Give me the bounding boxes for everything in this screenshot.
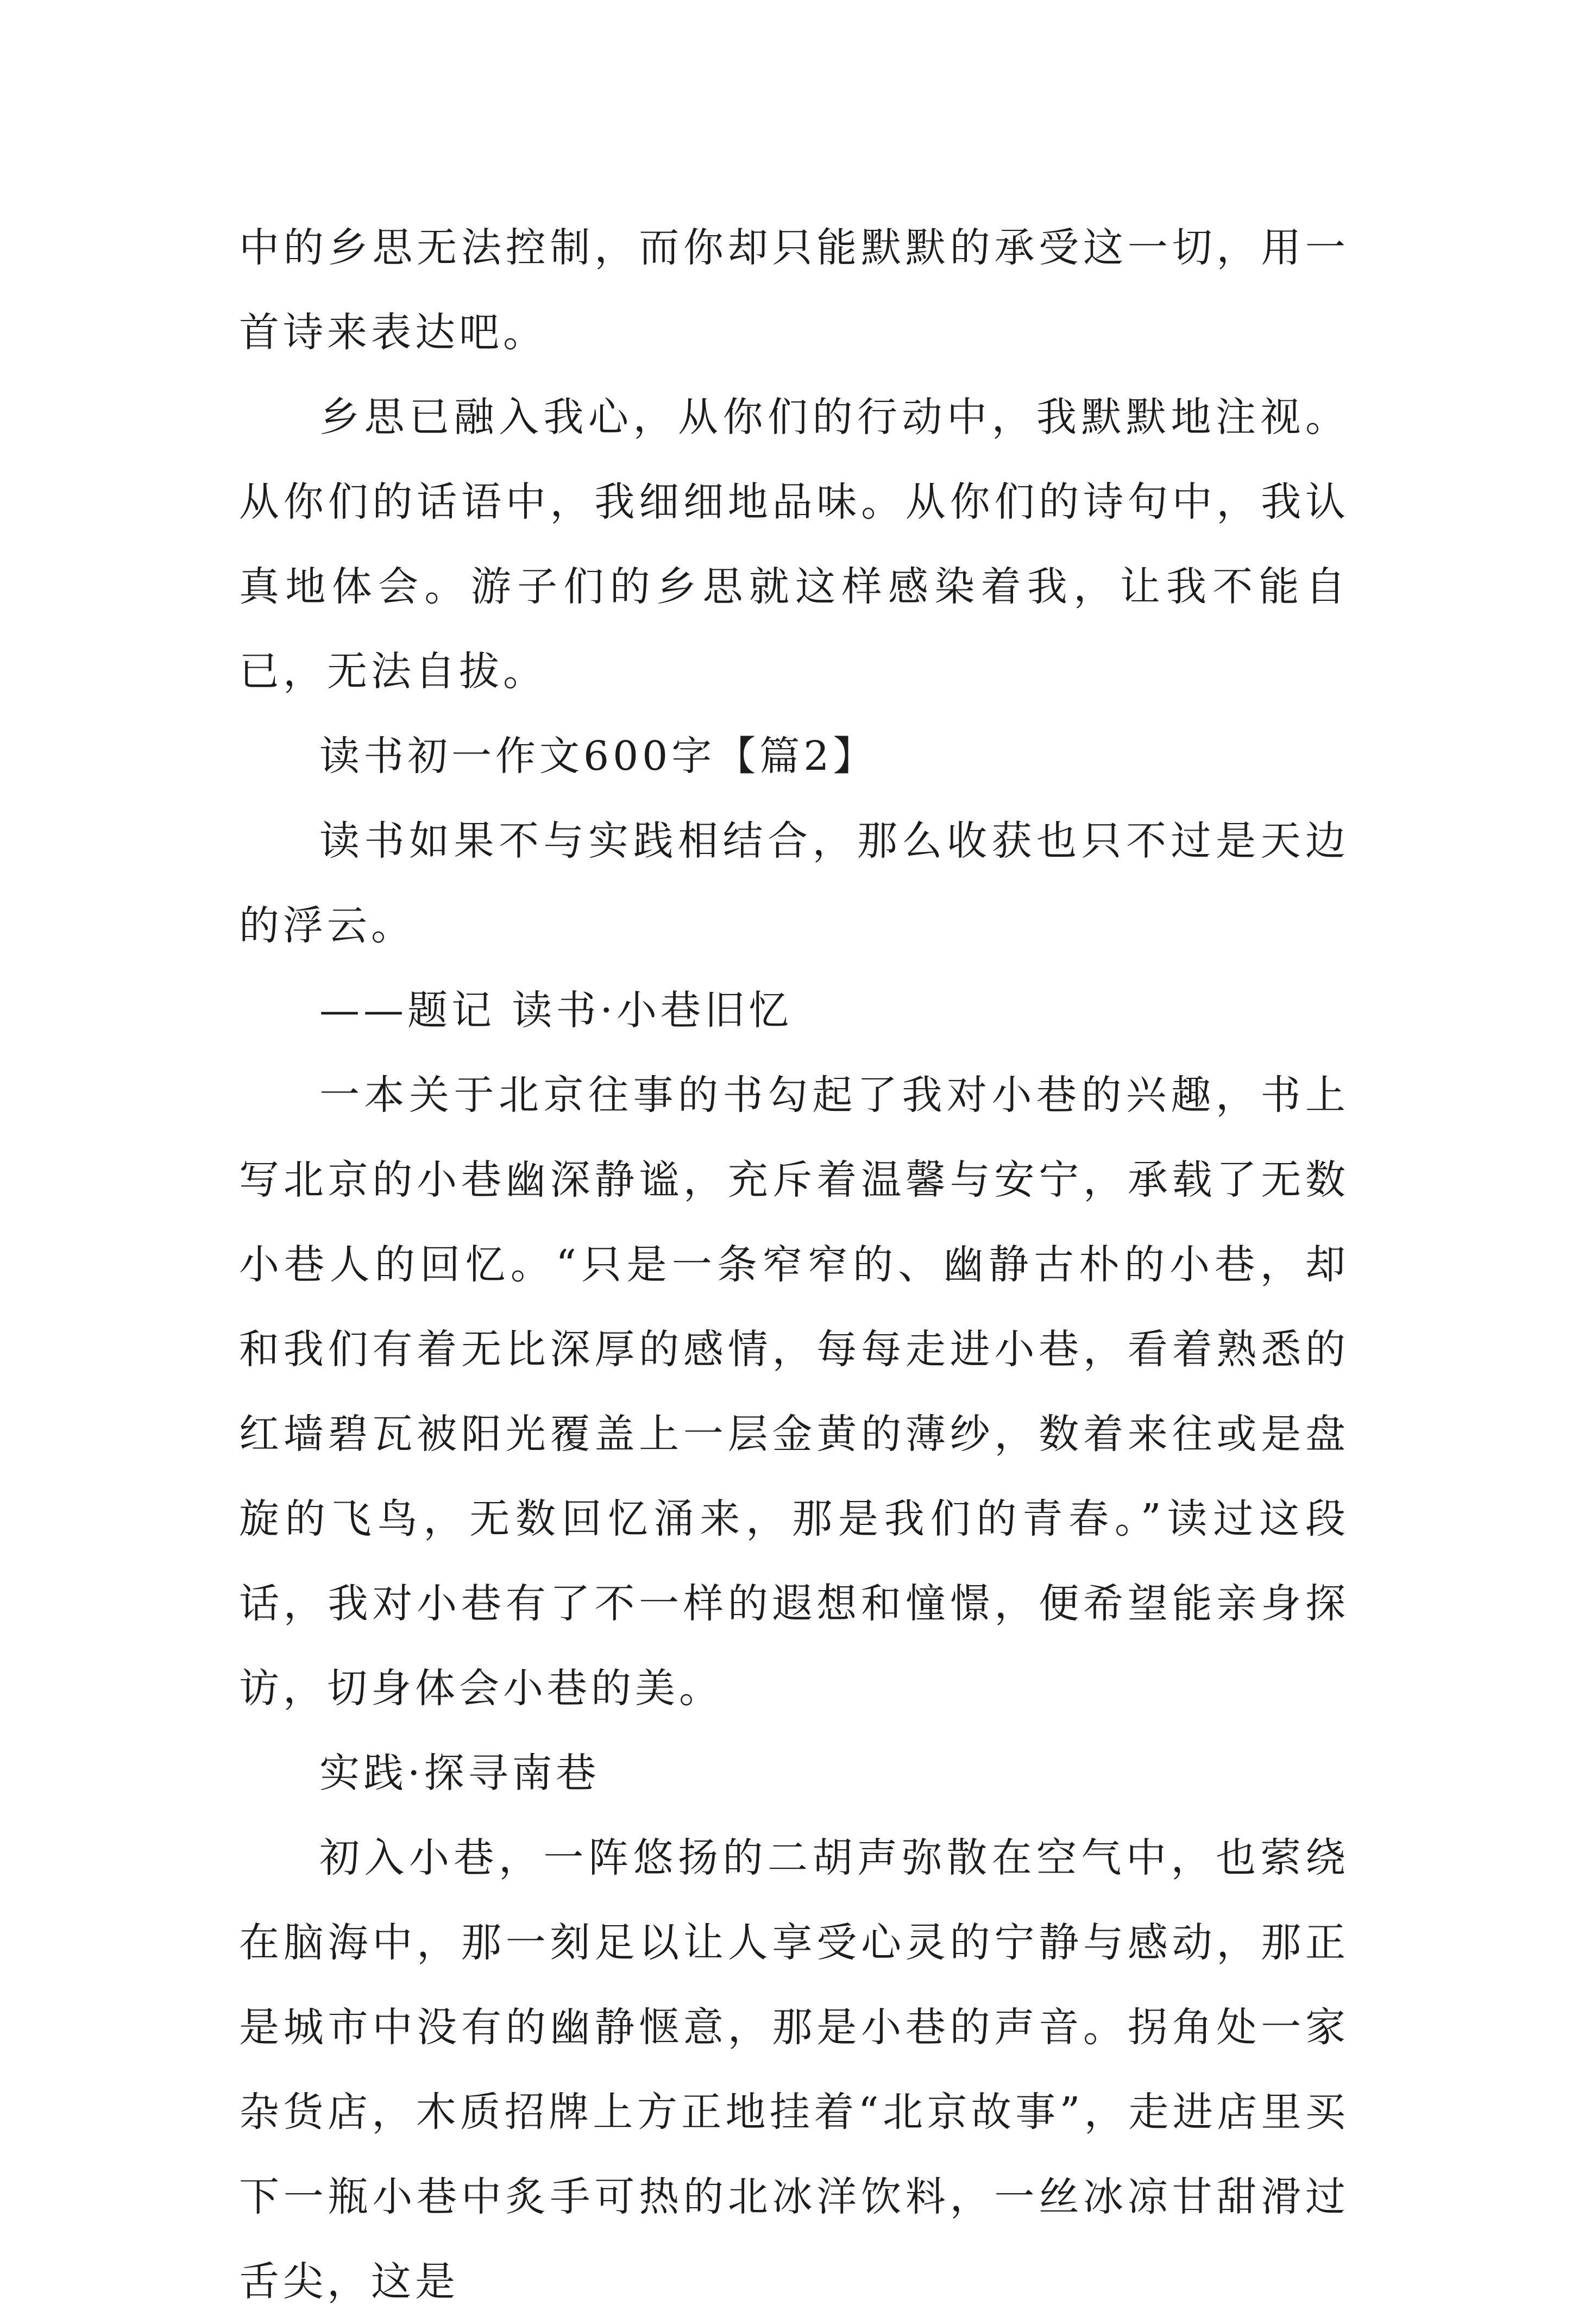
paragraph: 初入小巷，一阵悠扬的二胡声弥散在空气中，也萦绕在脑海中，那一刻足以让人享受心灵的宁静与感动，那正是城市中没有的幽静惬意，那是小巷的声音。拐角处一家杂货店，木质招牌上方正地挂着“北京故事”，走进店里买下一瓶小巷中炙手可热的北冰洋饮料，一丝冰凉甘甜滑过舌尖，这是 [239,1835,1349,2305]
paragraph: 乡思已融入我心，从你们的行动中，我默默地注视。从你们的话语中，我细细地品味。从你们的诗句中，我认真地体会。游子们的乡思就这样感染着我，让我不能自已，无法自拔。 [239,394,1349,695]
subsection-heading: ——题记 读书·小巷旧忆 [319,987,793,1034]
paragraph: 读书如果不与实践相结合，那么收获也只不过是天边的浮云。 [239,818,1349,949]
subsection-heading: 实践·探寻南巷 [319,1750,600,1797]
paragraph-continuation: 中的乡思无法控制，而你却只能默默的承受这一切，用一首诗来表达吧。 [239,224,1349,356]
document-body [239,205,1349,2324]
section-heading: 读书初一作文600字【篇2】 [319,733,877,780]
paragraph: 一本关于北京往事的书勾起了我对小巷的兴趣，书上写北京的小巷幽深静谧，充斥着温馨与安宁，承载了无数小巷人的回忆。“只是一条窄窄的、幽静古朴的小巷，却和我们有着无比深厚的感情，每每走进小巷，看着熟悉的红墙碧瓦被阳光覆盖上一层金黄的薄纱，数着来往或是盘旋的飞鸟，无数回忆涌来，那是我们的青春。”读过这段话，我对小巷有了不一样的遐想和憧憬，便希望能亲身探访，切身体会小巷的美。 [239,1072,1349,1712]
